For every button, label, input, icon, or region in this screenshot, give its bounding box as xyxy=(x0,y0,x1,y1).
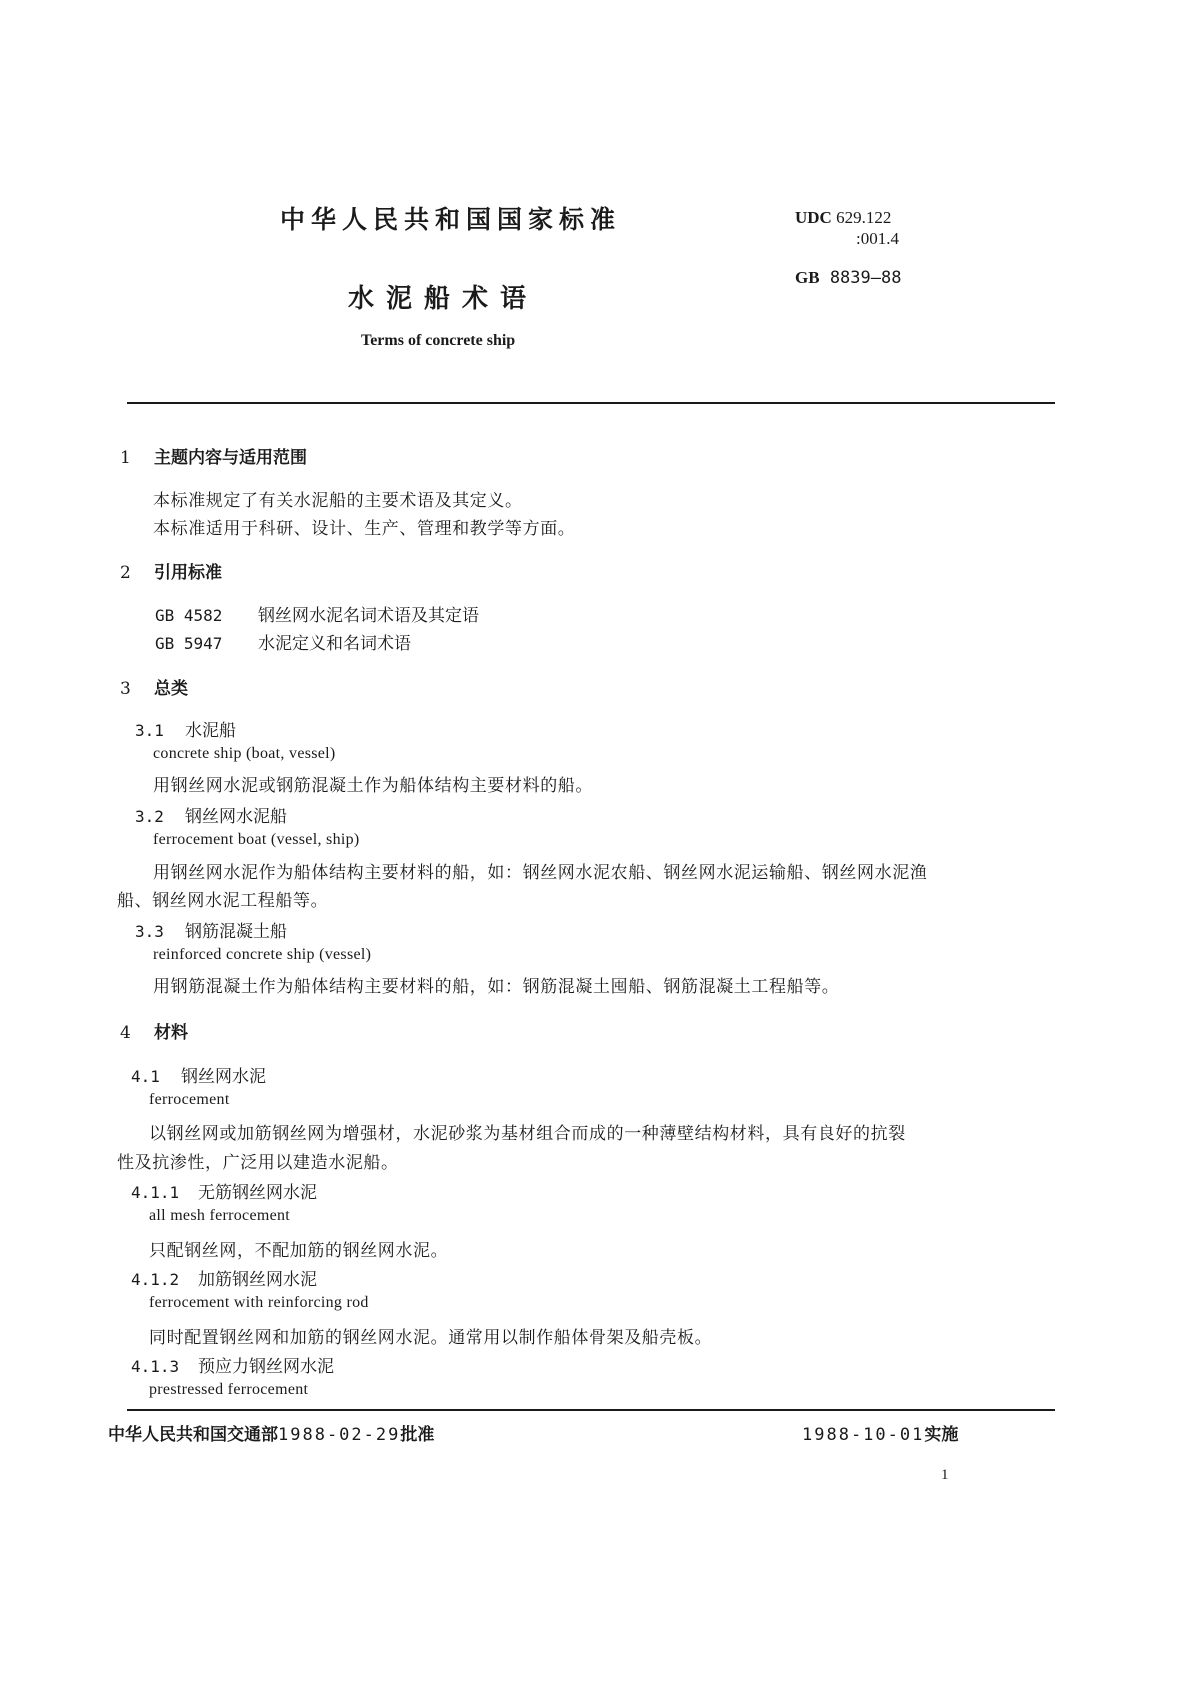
term-chinese: 水泥船 xyxy=(185,721,236,741)
term-chinese: 钢丝网水泥 xyxy=(181,1067,266,1087)
term-english: reinforced concrete ship (vessel) xyxy=(153,946,372,963)
udc-classification xyxy=(795,208,891,228)
term-chinese: 钢筋混凝土船 xyxy=(185,922,287,942)
term-4-1-1-heading xyxy=(131,1178,317,1203)
term-4-1-2-heading xyxy=(131,1265,317,1290)
section-4-heading xyxy=(120,1018,188,1043)
term-definition-line: 性及抗渗性，广泛用以建造水泥船。 xyxy=(117,1153,399,1173)
paragraph: 本标准适用于科研、设计、生产、管理和教学等方面。 xyxy=(153,519,576,539)
term-definition: 用钢丝网水泥或钢筋混凝土作为船体结构主要材料的船。 xyxy=(153,776,593,796)
term-definition-line: 用钢丝网水泥作为船体结构主要材料的船，如：钢丝网水泥农船、钢丝网水泥运输船、钢丝网水泥渔 xyxy=(153,863,928,883)
document-title-english: Terms of concrete ship xyxy=(361,332,516,349)
section-title: 材料 xyxy=(154,1023,188,1043)
term-chinese: 预应力钢丝网水泥 xyxy=(198,1357,334,1377)
term-english: prestressed ferrocement xyxy=(149,1381,309,1398)
term-number: 3.3 xyxy=(135,922,164,941)
term-number: 4.1.3 xyxy=(131,1357,180,1376)
term-3-3-heading xyxy=(135,917,287,942)
term-number: 3.1 xyxy=(135,721,164,740)
term-number: 4.1 xyxy=(131,1067,160,1086)
approval-date: 1988-02-29 xyxy=(278,1425,401,1445)
term-english: ferrocement boat (vessel, ship) xyxy=(153,831,360,848)
reference-title: 水泥定义和名词术语 xyxy=(258,634,411,654)
term-3-1-heading xyxy=(135,716,236,741)
term-chinese: 无筋钢丝网水泥 xyxy=(198,1183,317,1203)
term-definition-line: 船、钢丝网水泥工程船等。 xyxy=(117,891,329,911)
term-number: 4.1.2 xyxy=(131,1270,180,1289)
national-standard-title: 中华人民共和国国家标准 xyxy=(280,205,622,234)
term-definition: 用钢筋混凝土作为船体结构主要材料的船，如：钢筋混凝土囤船、钢筋混凝土工程船等。 xyxy=(153,977,840,997)
approval-label: 批准 xyxy=(400,1425,435,1445)
reference-code: GB 4582 xyxy=(155,606,223,625)
udc-code-secondary: :001.4 xyxy=(856,229,899,248)
gb-number: 8839—88 xyxy=(829,268,902,288)
section-number: 4 xyxy=(120,1023,131,1043)
reference-code: GB 5947 xyxy=(155,634,223,653)
effective-label: 实施 xyxy=(924,1425,959,1445)
term-number: 3.2 xyxy=(135,807,164,826)
term-definition-line: 以钢丝网或加筋钢丝网为增强材，水泥砂浆为基材组合而成的一种薄壁结构材料，具有良好的抗裂 xyxy=(149,1124,906,1144)
document-title: 水泥船术语 xyxy=(348,284,539,314)
term-english: concrete ship (boat, vessel) xyxy=(153,745,336,762)
term-4-1-heading xyxy=(131,1062,266,1087)
approving-authority: 中华人民共和国交通部 xyxy=(108,1425,278,1445)
section-number: 2 xyxy=(120,563,131,583)
section-number: 1 xyxy=(120,448,131,468)
term-4-1-3-heading xyxy=(131,1352,334,1377)
section-3-heading xyxy=(120,674,188,699)
effective-date: 1988-10-01 xyxy=(802,1425,925,1445)
term-chinese: 钢丝网水泥船 xyxy=(185,807,287,827)
udc-label: UDC xyxy=(795,208,832,227)
term-definition: 只配钢丝网，不配加筋的钢丝网水泥。 xyxy=(149,1241,449,1261)
term-english: all mesh ferrocement xyxy=(149,1207,291,1224)
term-definition: 同时配置钢丝网和加筋的钢丝网水泥。通常用以制作船体骨架及船壳板。 xyxy=(149,1328,713,1348)
reference-item xyxy=(155,629,411,654)
approval-statement xyxy=(108,1420,434,1445)
section-2-heading xyxy=(120,558,222,583)
section-number: 3 xyxy=(120,679,131,699)
gb-label: GB xyxy=(795,268,820,287)
gb-standard-number xyxy=(795,268,901,288)
page-number: 1 xyxy=(941,1467,949,1483)
section-1-heading xyxy=(120,443,307,468)
term-chinese: 加筋钢丝网水泥 xyxy=(198,1270,317,1290)
reference-item xyxy=(155,601,479,626)
footer-divider xyxy=(127,1409,1055,1411)
section-title: 引用标准 xyxy=(154,563,222,583)
section-title: 主题内容与适用范围 xyxy=(154,448,307,468)
term-3-2-heading xyxy=(135,802,287,827)
effective-statement xyxy=(802,1420,958,1445)
section-title: 总类 xyxy=(154,679,188,699)
udc-code-primary: 629.122 xyxy=(836,208,892,227)
paragraph: 本标准规定了有关水泥船的主要术语及其定义。 xyxy=(153,491,523,511)
header-divider xyxy=(127,402,1055,404)
term-english: ferrocement xyxy=(149,1091,230,1108)
term-number: 4.1.1 xyxy=(131,1183,180,1202)
reference-title: 钢丝网水泥名词术语及其定语 xyxy=(258,606,479,626)
term-english: ferrocement with reinforcing rod xyxy=(149,1294,369,1311)
